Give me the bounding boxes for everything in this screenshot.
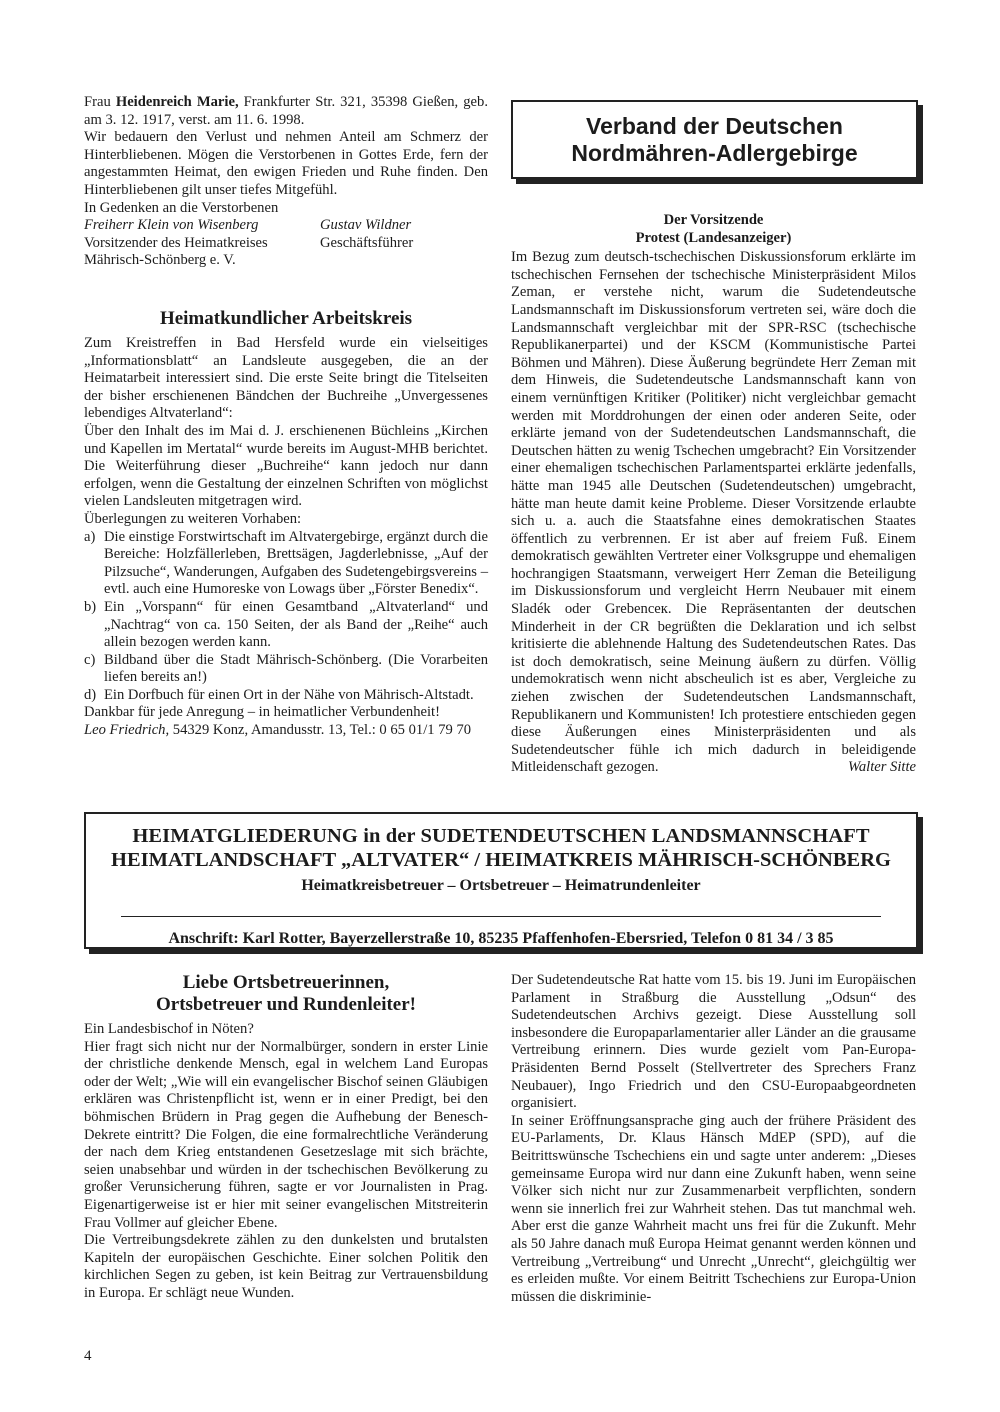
heimatgliederung-box — [84, 812, 918, 949]
obituary-closing: In Gedenken an die Verstorbenen — [84, 199, 279, 216]
list-item-label: b) — [84, 598, 97, 615]
heimatgliederung-line3: Heimatkreisbetreuer – Ortsbetreuer – Heimatrundenleiter — [301, 877, 701, 894]
ortsbetreuer-right — [511, 972, 916, 1306]
plans-list — [84, 529, 488, 705]
page-number: 4 — [84, 1348, 92, 1364]
arbeitskreis-intro: Zum Kreistreffen in Bad Hersfeld wurde ein vielseitiges „Informationsblatt“ an Landsleute ausgegeben, die an der Heimatarbeit interessiert sind. Die erste Seite bringt die Titelseiten der bisher erschienenen Bändchen der Buchreihe „Unvergessenes lebendiges Altvaterland“: — [84, 335, 488, 422]
list-item — [84, 652, 488, 687]
list-item-label: a) — [84, 528, 96, 545]
verband-title-line1: Verband der Deutschen — [586, 112, 843, 139]
list-item-text: Die einstige Forstwirtschaft im Altvatergebirge, ergänzt durch die Bereiche: Holzfällerleben, Brettsägen, Jagderlebnisse, „Auf der Pilzsuche“, Wanderungen, Aufgaben des Sudetengebirgsvereins – evtl. auch eine Humoreske von Lowags über „Förster Benedix“. — [104, 528, 488, 598]
obituary-prefix: Frau — [84, 94, 116, 110]
ortsbetreuer-title-1: Liebe Ortsbetreuerinnen, — [182, 972, 390, 993]
list-item-text: Ein Dorfbuch für einen Ort in der Nähe von Mährisch-Altstadt. — [104, 686, 474, 703]
signature-left-org: Mährisch-Schönberg e. V. — [84, 252, 236, 269]
ortsbetreuer-paragraph-3: Der Sudetendeutsche Rat hatte vom 15. bis 19. Juni im Europäischen Parlament in Straßburg die Ausstellung „Odsun“ des Sudetendeutschen Archivs gezeigt. Diese Ausstellung soll insbesondere die Europaparlamentarier aller Länder an die grausame Vertreibung erinnern. Dies wurde gezielt vom Pan-Europa-Präsidenten Bernd Posselt (Stellvertreter des Sprechers Franz Neubauer), Ingo Friedrich und den CSU-Europaabgeordneten organisiert. — [511, 972, 916, 1112]
ortsbetreuer-paragraph-1: Hier fragt sich nicht nur der Normalbürger, sondern in erster Linie der christliche denkende Mensch, egal in welchem Land Europas oder der Welt; „Wie will ein evangelischer Bischof seinen Gläubigen erklären was Christenpflicht ist, wenn er in einer Predigt, bei den böhmischen Brüdern in Prag gegen die Aufhebung der Benesch-Dekrete eintritt? Die Folgen, die eine formalrechtliche Veränderung der nach dem Krieg entstandenen Gesetzeslage mit sich brächte, seien unabsehbar und würden in der tschechischen Bevölkerung zu großer Verunsicherung führen, sagte er vor Journalisten in Prag. Eigenartigerweise ist er hier mit seiner evangelischen Mitstreiterin Frau Vollmer auf gleicher Ebene. — [84, 1038, 488, 1231]
contact-address: 54329 Konz, Amandusstr. 13, Tel.: 0 65 01/1 79 70 — [169, 722, 472, 739]
contact-name: Leo Friedrich, — [84, 722, 170, 739]
ortsbetreuer-paragraph-4: In seiner Eröffnungsansprache ging auch der frühere Präsident des EU-Parlaments, Dr. Klaus Hänsch MdEP (SPD), auf die Beitrittswünsche Tschechiens ein und sagte unter anderem: „Dieses gemeinsame Europa wird nur dann eine Zukunft haben, wenn seine Völker sich nicht nur zur Zusammenarbeit verpflichten, sondern wenn sie innerlich frei zur Wahrheit stehen. Das tut manchmal weh. Aber erst die ganze Wahrheit macht uns frei für die Zukunft. Mehr als 50 Jahre danach muß Europa Heimat genannt werden können und Vertreibung „Vertreibung“ und Unrecht „Unrecht“, gleichgültig wer es erleiden mußte. Vor einem Beitritt Tschechiens zur Europa-Union müssen die diskriminie- — [511, 1112, 916, 1305]
obituary-roles — [84, 235, 488, 253]
verband-heading-1: Der Vorsitzende — [663, 212, 764, 228]
verband-title-line2: Nordmähren-Adlergebirge — [571, 139, 858, 166]
verband-signature: Walter Sitte — [848, 759, 916, 776]
obituary-details: Frankfurter Str. 321, 35398 Gießen, geb. am 3. 12. 1917, verst. am 11. 6. 1998. — [84, 94, 488, 128]
ortsbetreuer-question: Ein Landesbischof in Nöten? — [84, 1021, 254, 1037]
list-item-label: c) — [84, 651, 96, 668]
ortsbetreuer-left — [84, 972, 488, 1303]
list-item-text: Bildband über die Stadt Mährisch-Schönberg. (Die Vorarbeiten liefen bereits an!) — [104, 651, 488, 686]
heimatgliederung-line2: HEIMATLANDSCHAFT „ALTVATER“ / HEIMATKREIS MÄHRISCH-SCHÖNBERG — [111, 849, 891, 871]
heimatgliederung-line1: HEIMATGLIEDERUNG in der SUDETENDEUTSCHEN LANDSMANNSCHAFT — [132, 825, 870, 847]
ortsbetreuer-title-2: Ortsbetreuer und Rundenleiter! — [155, 994, 416, 1015]
verband-section — [511, 212, 916, 777]
signature-right-name: Gustav Wildner — [320, 217, 412, 234]
arbeitskreis-title: Heimatkundlicher Arbeitskreis — [159, 308, 413, 329]
verband-body: Im Bezug zum deutsch-tschechischen Diskussionsforum erklärte im tschechischen Fernsehen der tschechische Ministerpräsident Milos Zeman, er verstehe nicht, warum die Sudetendeutsche Landsmannschaft im Diskussionsforum vertreten sei, wäre doch die Landsmannschaft vergleichbar mit der SPR-RSC (tschechische Republikanerpartei) und der KSCM (Kommunistische Partei Böhmen und Mähren). Diese Äußerung begründete Herr Zeman mit dem Hinweis, die Sudetendeutsche Landsmannschaft kann von einem vernünftigen Kritiker (Politiker) nicht vergleichbar gemacht werden mit Morddrohungen der einen oder anderen Seite, oder erklärte jemand von der Sudetendeutschen Landsmannschaft, die Deutschen hätten zu wenig Tschechen umgebracht? Ein Vorsitzender einer ehemaligen tschechischen Parlamentspartei erklärte jedenfalls, hätte man 1945 alle Deutschen (Sudetendeutschen) umgebracht, hätte man heute damit keine Probleme. Dieser Vorsitzende erlaubte sich u. a. auch die Staatsfahne eines demokratischen Staates öffentlich zu verbrennen. Er ist aber auf freiem Fuß. Einem demokratisch gewählten Vertreter einer Volksgruppe und ehemaligen hochrangigen Staatsmann, verweigert Herr Zeman die Beteiligung im Diskussionsforum und vergleicht Herrn Neubauer mit einem Sladék oder Grebenceк. Die Repräsentanten der deutschen Minderheit in der CR begrüßten die Deklaration und ich selbst kritisierte die ablehnende Haltung des Sudetendeutschen Rates. Das ist doch demokratisch, seine Meinung äußern zu dürfen. Völlig undemokratisch wenn nicht abscheulich ist es aber, Vergleiche zu ziehen zwischen der Sudetendeutschen Landsmannschaft, Republikanern und Kommunisten! Ich protestiere entschieden gegen diese Äußerungen eines Ministerpräsidenten und als Sudetendeutscher fühle ich mich dadurch in beleidigende Mitleidenschaft gezogen. — [511, 249, 916, 776]
arbeitskreis-thanks: Dankbar für jede Anregung – in heimatlicher Verbundenheit! — [84, 704, 440, 721]
signature-left-name: Freiherr Klein von Wisenberg — [84, 217, 259, 234]
arbeitskreis-paragraph: Über den Inhalt des im Mai d. J. erschienenen Büchleins „Kirchen und Kapellen im Mertatal“ wurde bereits im August-MHB berichtet. Die Weiterführung dieser „Buchreihe“ kann jedoch nur dann erfolgen, wenn die Gestaltung der einzelnen Schriften von möglichst vielen Landsleuten mitgetragen wird. — [84, 422, 488, 510]
arbeitskreis-contact — [84, 722, 488, 740]
signature-left-role: Vorsitzender des Heimatkreises — [84, 234, 268, 251]
arbeitskreis-section — [84, 308, 488, 740]
obituary-section — [84, 94, 488, 270]
signature-right-role: Geschäftsführer — [320, 234, 414, 251]
obituary-entry — [84, 94, 488, 129]
list-item — [84, 529, 488, 599]
obituary-name: Heidenreich Marie, — [115, 94, 239, 110]
ortsbetreuer-paragraph-2: Die Vertreibungsdekrete zählen zu den dunkelsten und brutalsten Kapiteln der europäischen Geschichte. Einer solchen Politik den kirchlichen Segen zu geben, ist kein Beitrag zur Vertrauensbildung in Europa. Er schlägt neue Wunden. — [84, 1232, 488, 1301]
obituary-condolence: Wir bedauern den Verlust und nehmen Anteil am Schmerz der Hinterbliebenen. Mögen die Verstorbenen in Gottes Erde, fern der angestammten Heimat, den ewigen Frieden und Ruhe finden. Den Hinterbliebenen gilt unser tiefes Mitgefühl. — [84, 129, 488, 198]
arbeitskreis-plans-heading: Überlegungen zu weiteren Vorhaben: — [84, 510, 302, 527]
list-item — [84, 599, 488, 652]
heimatgliederung-address: Anschrift: Karl Rotter, Bayerzellerstraße 10, 85235 Pfaffenhofen-Ebersried, Telefon 0 81 34 / 3 85 — [168, 930, 834, 947]
divider — [121, 916, 881, 917]
obituary-signatures — [84, 217, 488, 235]
list-item-label: d) — [84, 686, 97, 703]
list-item-text: Ein „Vorspann“ für einen Gesamtband „Altvaterland“ und „Nachtrag“ von ca. 150 Seiten, der als Band der „Reihe“ auch allein bezogen werden kann. — [104, 598, 488, 651]
verband-heading-2: Protest (Landesanzeiger) — [635, 229, 792, 246]
verband-title-box — [511, 100, 918, 179]
list-item — [84, 687, 488, 705]
